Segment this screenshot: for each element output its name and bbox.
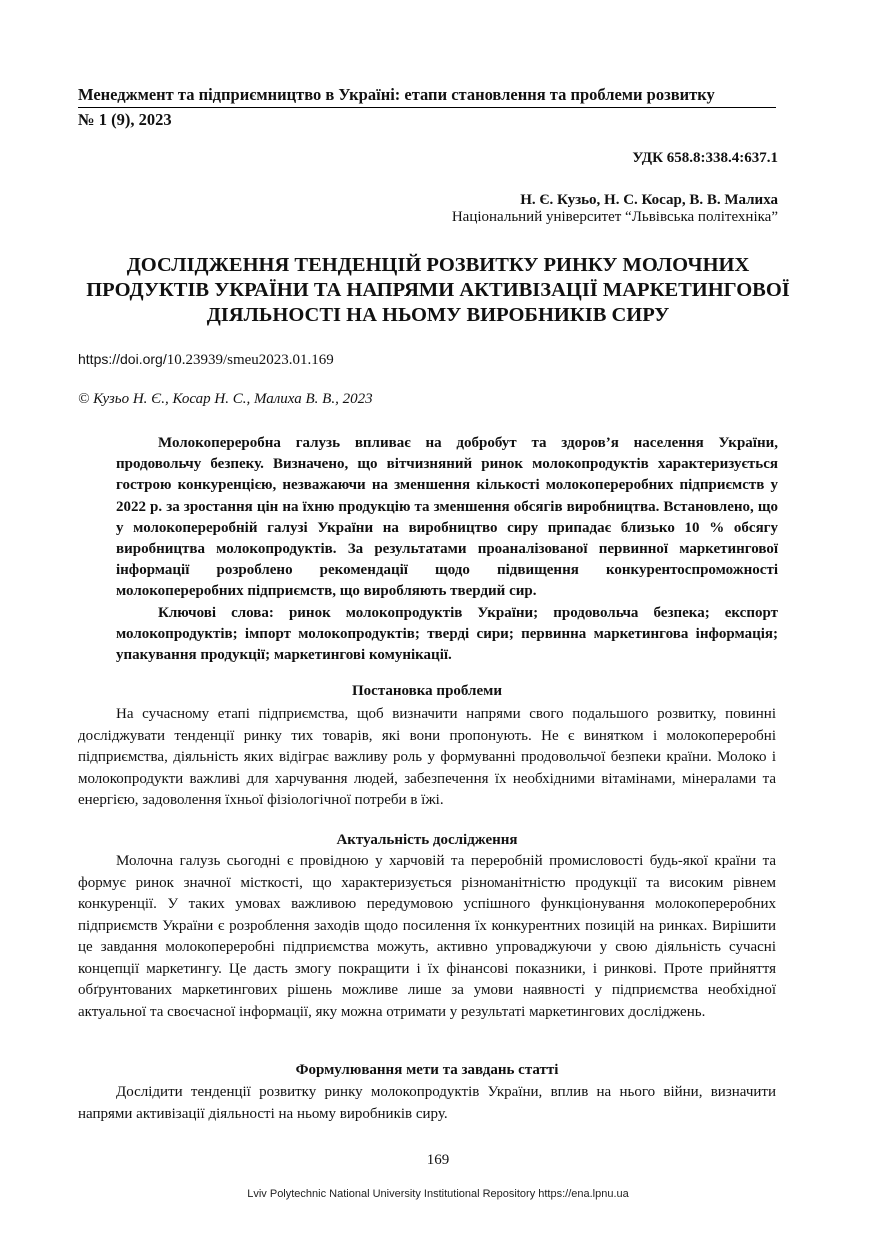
section-heading: Формулювання мети та завдань статті <box>295 1062 559 1078</box>
copyright: © Кузьо Н. Є., Косар Н. С., Малиха В. В., 2023 <box>78 391 373 407</box>
authors: Н. Є. Кузьо, Н. С. Косар, В. В. Малиха <box>520 192 778 208</box>
paragraph: Дослідити тенденції розвитку ринку молокопродуктів України, вплив на нього війни, визначити напрями активізації діяльності на ньому виробників сиру. <box>78 1084 776 1122</box>
abstract-block <box>116 433 778 666</box>
section-heading: Актуальність дослідження <box>336 832 518 848</box>
journal-title: Менеджмент та підприємництво в Україні: етапи становлення та проблеми розвитку <box>78 85 776 108</box>
section-body <box>78 704 776 812</box>
doi-id[interactable]: 10.23939/smeu2023.01.169 <box>166 352 334 368</box>
section-heading: Постановка проблеми <box>352 683 502 699</box>
doi-line <box>78 351 334 369</box>
affiliation: Національний університет “Львівська політехніка” <box>451 209 778 225</box>
udc-code: УДК 658.8:338.4:637.1 <box>632 150 778 166</box>
issue-number: № 1 (9), 2023 <box>78 110 172 129</box>
paragraph: На сучасному етапі підприємства, щоб визначити напрями свого подальшого розвитку, повинні досліджувати тенденції ринку тих товарів, які вони пропонують. Не є винятком і молокопереробні підприємства, діяльність яких відіграє важливу роль у формуванні продовольчої безпеки країни. Молоко і молокопродукти важливі для харчування людей, забезпечення їх необхідними вітамінами, мінералами та енергією, задоволення їхньої фізіологічної потреби в їжі. <box>78 706 776 808</box>
doi-prefix[interactable]: https://doi.org/ <box>78 351 167 367</box>
page-number: 169 <box>426 1152 450 1168</box>
abstract-text: Молокопереробна галузь впливає на добробут та здоров’я населення України, продовольчу безпеку. Визначено, що вітчизняний ринок молокопродуктів характеризується гострою конкуренцією, незважаючи на зменшення кількості молокопереробних підприємств у 2022 р. за зростання цін на їхню продукцію та зменшення обсягів виробництва. Встановлено, що у молокопереробній галузі України на виробництво сиру припадає близько 10 % обсягу виробництва молокопродуктів. За результатами проаналізованої первинної маркетингової інформації розроблено рекомендації щодо підвищення конкурентоспроможності молокопереробних підприємств, що виробляють твердий сир. <box>116 435 778 600</box>
paragraph: Молочна галузь сьогодні є провідною у харчовій та переробній промисловості будь-якої країни та формує ринок значної місткості, що характеризується різноманітністю продукції та високим рівнем конкуренції. У таких умовах важливою передумовою успішного функціонування молокопереробних підприємств України є розроблення заходів щодо посилення їх конкурентних позицій на ринках. Вирішити це завдання молокопереробні підприємства можуть, активно упроваджуючи у свою діяльність сучасні концепції маркетингу. Це дасть змогу покращити і їх фінансові показники, і ринкові. Проте прийняття обґрунтованих маркетингових рішень можливе лише за умови наявності у підприємства необхідної актуальної та своєчасної інформації, яку можна отримати у результаті маркетингових досліджень. <box>78 853 776 1020</box>
repository-footer: Lviv Polytechnic National University Institutional Repository https://ena.lpnu.ua <box>247 1188 629 1200</box>
article-title: ДОСЛІДЖЕННЯ ТЕНДЕНЦІЙ РОЗВИТКУ РИНКУ МОЛОЧНИХ ПРОДУКТІВ УКРАЇНИ ТА НАПРЯМИ АКТИВІЗАЦІЇ МАРКЕТИНГОВОЇ ДІЯЛЬНОСТІ НА НЬОМУ ВИРОБНИКІВ СИРУ <box>86 254 790 326</box>
keywords: Ключові слова: ринок молокопродуктів України; продовольча безпека; експорт молокопродуктів; імпорт молокопродуктів; тверді сири; первинна маркетингова інформація; упакування продукції; маркетингові комунікації. <box>116 604 778 664</box>
section-body <box>78 1082 776 1125</box>
section-body <box>78 851 776 1023</box>
